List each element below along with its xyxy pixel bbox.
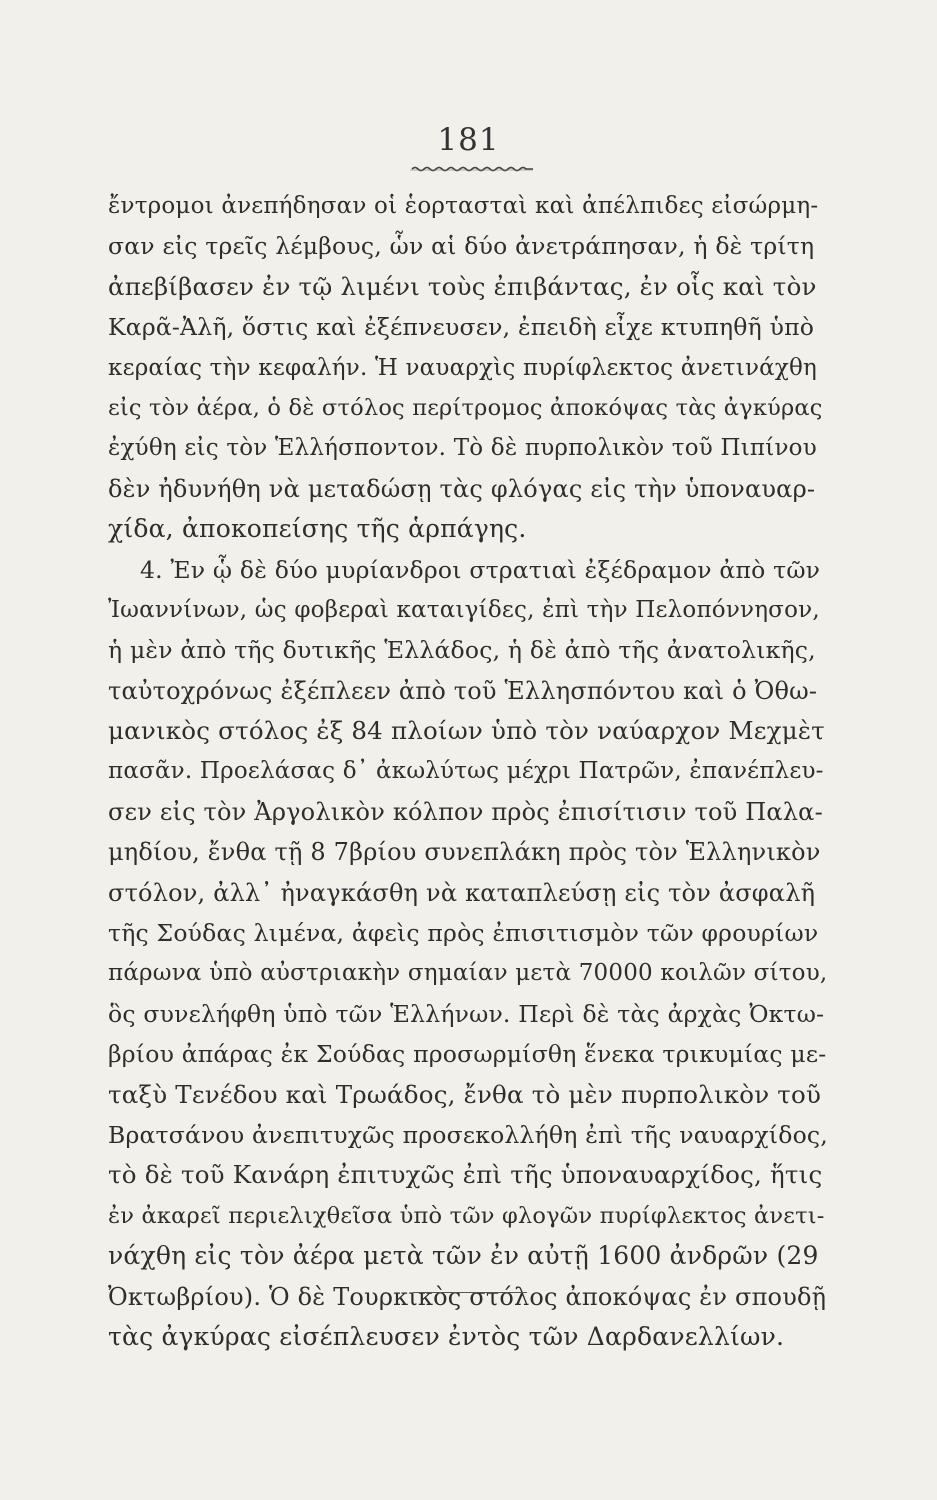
text-line: Καρᾶ-Ἀλῆ, ὅστις καὶ ἐξέπνευσεν, ἐπειδὴ εἶχε κτυπηθῆ ὑπὸ: [108, 313, 815, 342]
text-line: 4. Ἐν ᾧ δὲ δύο μυρίανδροι στρατιαὶ ἐξέδραμον ἀπὸ τῶν: [140, 555, 821, 584]
text-line: δὲν ἠδυνήθη νὰ μεταδώσῃ τὰς φλόγας εἰς τὴν ὑποναυαρ-: [108, 474, 816, 503]
text-line: ἐν ἀκαρεῖ περιελιχθεῖσα ὑπὸ τῶν φλογῶν πυρίφλεκτος ἀνετι-: [108, 1202, 825, 1229]
text-line: χίδα, ἀποκοπείσης τῆς ἁρπάγης.: [108, 514, 527, 544]
page-number: 181: [437, 122, 500, 158]
body-text: [108, 186, 828, 1357]
text-line: πασᾶν. Προελάσας δ᾽ ἀκωλύτως μέχρι Πατρῶν, ἐπανέπλευ-: [108, 758, 824, 785]
end-rule: [413, 1292, 527, 1293]
text-line: ἐχύθη εἰς τὸν Ἑλλήσποντον. Τὸ δὲ πυρπολικὸν τοῦ Πιπίνου: [108, 435, 817, 462]
text-line: μηδίου, ἔνθα τῇ 8 7βρίου συνεπλάκη πρὸς τὸν Ἑλληνικὸν: [108, 838, 821, 867]
text-line: Ὀκτωβρίου). Ὁ δὲ Τουρκικὸς στόλος ἀποκόψας ἐν σπουδῇ: [108, 1282, 827, 1311]
text-line: νάχθη εἰς τὸν ἀέρα μετὰ τῶν ἐν αὐτῇ 1600 ἀνδρῶν (29: [108, 1241, 819, 1271]
text-line: σαν εἰς τρεῖς λέμβους, ὧν αἱ δύο ἀνετράπησαν, ἡ δὲ τρίτη: [108, 232, 815, 261]
text-line: στόλον, ἀλλ᾽ ἠναγκάσθη νὰ καταπλεύσῃ εἰς τὸν ἀσφαλῆ: [108, 878, 816, 907]
text-line: πάρωνα ὑπὸ αὐστριακὴν σημαίαν μετὰ 70000 κοιλῶν σίτου,: [108, 960, 828, 987]
text-line: ταὐτοχρόνως ἐξέπλεεν ἀπὸ τοῦ Ἑλλησπόντου καὶ ὁ Ὀθω-: [108, 676, 818, 705]
text-line: κεραίας τὴν κεφαλήν. Ἡ ναυαρχὶς πυρίφλεκτος ἀνετινάχθη: [108, 354, 818, 381]
text-line: τῆς Σούδας λιμένα, ἀφεὶς πρὸς ἐπισιτισμὸν τῶν φρουρίων: [108, 919, 819, 948]
text-line: τὰς ἀγκύρας εἰσέπλευσεν ἐντὸς τῶν Δαρδανελλίων.: [108, 1321, 785, 1351]
text-line: βρίου ἀπάρας ἐκ Σούδας προσωρμίσθη ἕνεκα τρικυμίας με-: [108, 1040, 827, 1069]
text-line: ἀπεβίβασεν ἐν τῷ λιμένι τοὺς ἐπιβάντας, ἐν οἷς καὶ τὸν: [108, 271, 817, 301]
text-line: σεν εἰς τὸν Ἀργολικὸν κόλπον πρὸς ἐπισίτισιν τοῦ Παλα-: [108, 797, 823, 826]
text-line: Βρατσάνου ἀνεπιτυχῶς προσεκολλήθη ἐπὶ τῆς ναυαρχίδος,: [108, 1120, 828, 1149]
text-line: τὸ δὲ τοῦ Κανάρη ἐπιτυχῶς ἐπὶ τῆς ὑποναυαρχίδος, ἥτις: [108, 1160, 823, 1190]
text-line: ἔντρομοι ἀνεπήδησαν οἱ ἑορτασταὶ καὶ ἀπέλπιδες εἰσώρμη-: [108, 193, 819, 219]
text-line: Ἰωαννίνων, ὡς φοβεραὶ καταιγίδες, ἐπὶ τὴν Πελοπόννησον,: [108, 596, 820, 623]
text-line: ταξὺ Τενέδου καὶ Τρωάδος, ἔνθα τὸ μὲν πυρπολικὸν τοῦ: [108, 1079, 822, 1109]
text-line: εἰς τὸν ἀέρα, ὁ δὲ στόλος περίτρομος ἀποκόψας τὰς ἀγκύρας: [108, 394, 823, 421]
text-line: μανικὸς στόλος ἐξ 84 πλοίων ὑπὸ τὸν ναύαρχον Μεχμὲτ: [108, 716, 825, 746]
text-line: ὃς συνελήφθη ὑπὸ τῶν Ἑλλήνων. Περὶ δὲ τὰς ἀρχὰς Ὀκτω-: [108, 999, 825, 1028]
header-ornament: [410, 165, 535, 173]
text-line: ἡ μὲν ἀπὸ τῆς δυτικῆς Ἑλλάδος, ἡ δὲ ἀπὸ τῆς ἀνατολικῆς,: [108, 636, 816, 665]
